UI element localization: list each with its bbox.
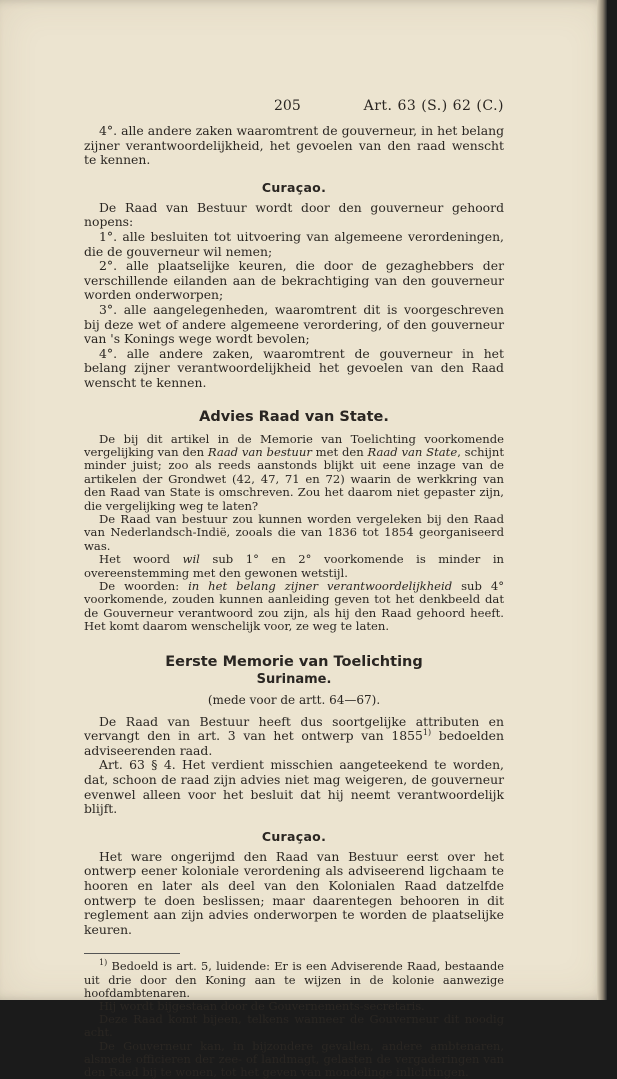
footnote-paragraph-4: De Gouverneur kan, in bijzondere gevallen, andere ambtenaren, alsmede officieren der zee- of landmagt, gelasten de vergaderingen van den Raad bij te wonen, tot het geven van mondelinge inlichtingen. xyxy=(84,1038,504,1079)
advies-paragraph-4: De woorden: in het belang zijner verantwoordelijkheid sub 4° voorkomende, zouden kunnen aanleiding geven tot het denkbeeld dat de Gouverneur verantwoord zou zijn, als hij den Raad gehoord heeft. Het komt daarom wenschelijk voor, ze weg te laten. xyxy=(84,578,505,634)
curacao-item-1: 1°. alle besluiten tot uitvoering van algemeene verordeningen, die de gouverneur wil nemen; xyxy=(84,228,504,259)
curacao-item-4: 4°. alle andere zaken, waaromtrent de gouverneur in het belang zijner verantwoordelijkheid het gevoelen van den Raad wenscht te kennen. xyxy=(84,345,504,390)
heading-suriname: Suriname. xyxy=(256,671,332,687)
footnote-paragraph-2: Hij wordt bijgestaan door de Gouvernements-secretaris. xyxy=(99,998,425,1013)
page-header xyxy=(84,98,504,116)
footnote-ref: 1) xyxy=(422,728,432,738)
page-edge xyxy=(597,0,607,1000)
advies-section xyxy=(84,433,504,634)
heading-eerste-memorie: Eerste Memorie van Toelichting xyxy=(165,653,423,670)
heading-advies-raad-van-state: Advies Raad van State. xyxy=(199,408,389,425)
curacao-item-3: 3°. alle aangelegenheden, waaromtrent dit is voorgeschreven bij deze wet of andere algemeene verordering, of den gouverneur van 's Konings wege wordt bevolen; xyxy=(84,301,504,347)
footnote-paragraph-1: $^{1)}$ Bedoeld is art. 5, luidende: Er is een Adviserende Raad, bestaande uit drie door den Koning aan te wijzen in de kolonie aanwezige hoofdambtenaren. xyxy=(84,958,504,1000)
advies-paragraph-1: De bij dit artikel in de Memorie van Toelichting voorkomende vergelijking van den Raad van bestuur met den Raad van State, schijnt minder juist; zoo als reeds aanstonds blijkt uit eene inzage van de artikelen der Grondwet (42, 47, 71 en 72) waarin de werkkring van den Raad van State is omschreven. Zou het daarom niet gepaster zijn, die vergelijking weg te laten? xyxy=(84,431,504,513)
item-4-suriname: 4°. alle andere zaken waaromtrent de gouverneur, in het belang zijner verantwoordelijkheid, het gevoelen van den raad wenscht te kennen. xyxy=(84,123,504,168)
footnote-divider xyxy=(84,953,180,954)
curacao-intro: De Raad van Bestuur wordt door den gouverneur gehoord nopens: xyxy=(84,199,504,230)
footnote-paragraph-3: Deze Raad komt bijeen, telkens wanneer de Gouverneur dit noodig acht. xyxy=(84,1012,504,1040)
footnote xyxy=(84,960,504,1079)
memorie-paragraph-1: De Raad van Bestuur heeft dus soortgelijke attributen en vervangt den in art. 3 van het ontwerp van 1855$^{1)}$ bedoelden adviseerenden raad. xyxy=(84,713,504,758)
heading-curacao: Curaçao. xyxy=(261,179,327,195)
curacao-item-2: 2°. alle plaatselijke keuren, die door de gezaghebbers der verschillende eilanden aan de bekrachtiging van den gouverneur worden onderworpen; xyxy=(84,258,504,303)
memorie-paragraph-2: Art. 63 § 4. Het verdient misschien aangeteekend te worden, dat, schoon de raad zijn advies niet mag weigeren, de gouverneur evenwel alleen voor het besluit dat hij neemt verantwoordelijk blijft. xyxy=(84,757,504,817)
advies-paragraph-3: Het woord wil sub 1° en 2° voorkomende is minder in overeenstemming met den gewonen wetstijl. xyxy=(84,552,504,580)
running-head: Art. 63 (S.) 62 (C.) xyxy=(363,98,504,114)
page-content xyxy=(84,124,504,1079)
page-number: 205 xyxy=(274,98,301,114)
heading-curacao-2: Curaçao. xyxy=(261,828,327,844)
memorie-paragraph-3: Het ware ongerijmd den Raad van Bestuur eerst over het ontwerp eener koloniale verordening als adviseerend ligchaam te hooren en later als deel van den Kolonialen Raad datzelfde ontwerp te doen beslissen; maar daarentegen behooren in dit reglement aan zijn advies onderworpen te worden de plaatselijke keuren. xyxy=(84,848,504,937)
advies-paragraph-2: De Raad van bestuur zou kunnen worden vergeleken bij den Raad van Nederlandsch-Indië, zooals die van 1836 tot 1854 georganiseerd was. xyxy=(84,511,504,553)
memorie-note: (mede voor de artt. 64—67). xyxy=(207,692,381,707)
